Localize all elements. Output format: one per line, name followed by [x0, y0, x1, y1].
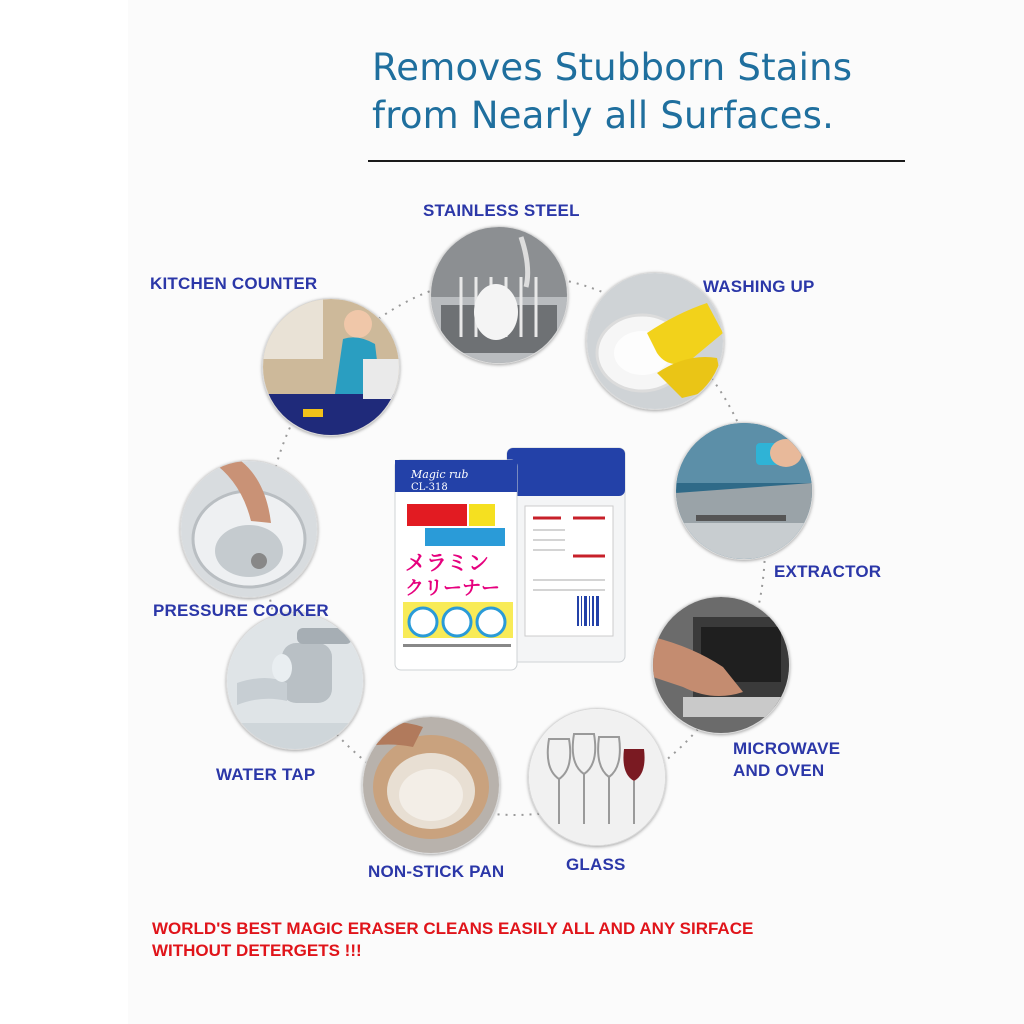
product-brand-line-1: Magic rub [411, 468, 469, 481]
glass-image [528, 708, 666, 846]
headline-line-1: Removes Stubborn Stains [372, 46, 853, 89]
label-microwave: MICROWAVE [733, 739, 841, 758]
label-pressure-cooker: PRESSURE COOKER [153, 601, 329, 620]
pressure-cooker-image [180, 460, 318, 598]
warning-line-1: WORLD'S BEST MAGIC ERASER CLEANS EASILY ALL AND ANY SIRFACE [152, 919, 754, 938]
product-jp-title-2: クリーナー [405, 577, 501, 599]
label-glass: GLASS [566, 855, 626, 874]
product-jp-title-1: メラミン [405, 551, 489, 575]
label-stainless-steel: STAINLESS STEEL [423, 201, 580, 220]
magic-eraser-product-image [385, 430, 647, 680]
label-kitchen-counter: KITCHEN COUNTER [150, 274, 318, 293]
label-washing-up: WASHING UP [703, 277, 815, 296]
kitchen-counter-image [262, 298, 400, 436]
stainless-steel-image [430, 226, 568, 364]
label-microwave-oven [733, 738, 840, 782]
warning-text [152, 918, 753, 962]
non-stick-pan-image [362, 716, 500, 854]
extractor-image [675, 422, 813, 560]
headline [372, 44, 932, 140]
label-non-stick-pan: NON-STICK PAN [368, 862, 505, 881]
label-and-oven: AND OVEN [733, 761, 825, 780]
microwave-image [652, 596, 790, 734]
water-tap-image [226, 612, 364, 750]
product-brand-line-2: CL-318 [411, 482, 448, 493]
label-water-tap: WATER TAP [216, 765, 316, 784]
label-extractor: EXTRACTOR [774, 562, 882, 581]
headline-divider [368, 160, 905, 162]
warning-line-2: WITHOUT DETERGETS !!! [152, 941, 362, 960]
headline-line-2: from Nearly all Surfaces. [372, 94, 835, 137]
